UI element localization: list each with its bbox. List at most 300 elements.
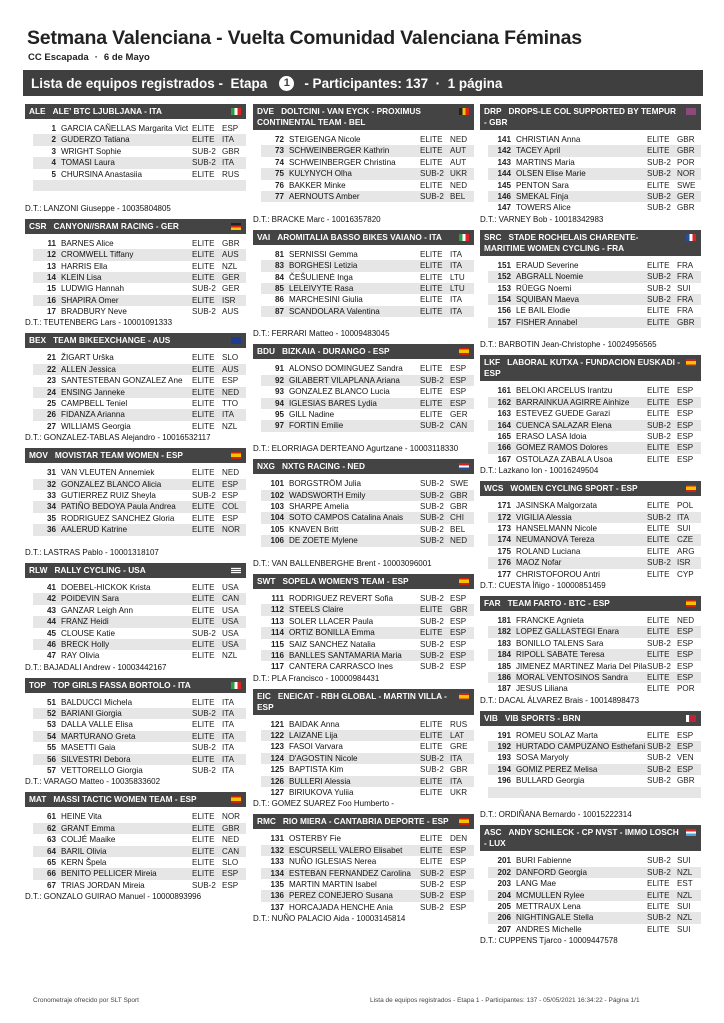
rider-name: RODRIGUEZ SANCHEZ Gloria (61, 513, 175, 523)
rider-nationality: AUS (222, 250, 239, 260)
rider-number: 44 (46, 617, 56, 627)
rider-row (488, 442, 701, 453)
rider-number: 45 (46, 628, 56, 638)
rider-category: ELITE (192, 261, 215, 271)
rider-category: ELITE (192, 857, 215, 867)
rider-category: ELITE (192, 421, 215, 431)
rider-name: SCHWEINBERGER Christina (289, 157, 396, 167)
rider-name: WADSWORTH Emily (289, 490, 366, 500)
team-code: WCS (484, 483, 504, 494)
rider-number: 156 (497, 306, 511, 316)
rider-name: NUÑO IGLESIAS Nerea (289, 857, 377, 867)
rider-row (261, 432, 474, 443)
rider-row (33, 375, 246, 386)
rider-name: ANDRES Michelle (516, 924, 582, 934)
rider-nationality: ESP (450, 364, 467, 374)
rider-nationality: USA (222, 628, 239, 638)
rider-row (33, 616, 246, 627)
rider-name: COLJÉ Maaike (61, 835, 116, 845)
rider-number: 194 (497, 764, 511, 774)
rider-name: GARCIA CAÑELLAS Margarita Vict (61, 124, 189, 133)
rider-nationality: SUI (677, 901, 691, 911)
rider-category: ELITE (192, 617, 215, 627)
rider-number: 81 (274, 249, 284, 259)
rider-nationality: ESP (677, 397, 694, 407)
rider-row (261, 535, 474, 546)
rider-category: ELITE (420, 845, 443, 855)
rider-nationality: GER (450, 410, 468, 420)
rider-name: BIRIUKOVA Yuliia (289, 788, 354, 798)
rider-row (261, 627, 474, 638)
rider-category: SUB-2 (420, 501, 444, 511)
rider-row (261, 753, 474, 764)
rider-nationality: ESP (677, 420, 694, 430)
rider-nationality: GER (222, 272, 240, 282)
rider-category: ELITE (192, 513, 215, 523)
rider-name: ALLEN Jessica (61, 364, 116, 374)
rider-name: ORTIZ BONILLA Emma (289, 628, 375, 638)
rider-category: ELITE (420, 283, 443, 293)
rider-number: 151 (497, 260, 511, 270)
rider-nationality: NED (450, 180, 468, 190)
rider-list (480, 134, 701, 214)
rider-number: 115 (270, 639, 284, 649)
rider-name: BAPTISTA Kim (289, 765, 344, 775)
rider-row (261, 260, 474, 271)
rider-number: 184 (497, 650, 511, 660)
rider-nationality: ESP (222, 490, 239, 500)
rider-category: ELITE (647, 443, 670, 453)
team-header (25, 678, 246, 693)
team-block (25, 219, 246, 330)
rider-name: STEELS Claire (289, 605, 344, 615)
rider-name: LE BAIL Elodie (516, 306, 571, 316)
rider-category: SUB-2 (420, 593, 444, 603)
rider-name: DE ZOETE Mylene (289, 536, 358, 546)
rider-name: SANTESTEBAN GONZALEZ Ane (61, 376, 183, 386)
rider-list (253, 249, 474, 329)
rider-list (480, 615, 701, 695)
rider-number: 186 (497, 672, 511, 682)
rider-number: 144 (497, 169, 511, 179)
team-name: DOLTCINI - VAN EYCK - PROXIMUS CONTINENTAL TEAM - BEL (257, 106, 421, 127)
rider-category: ELITE (647, 650, 670, 660)
rider-row (261, 157, 474, 168)
team-header (253, 574, 474, 589)
rider-category: ELITE (420, 295, 443, 305)
team-block (253, 104, 474, 226)
rider-name: HEINE Vita (61, 812, 102, 822)
rider-number: 42 (46, 594, 56, 604)
rider-category: SUB-2 (192, 307, 216, 317)
rider-row (33, 409, 246, 420)
rider-category: SUB-2 (420, 879, 444, 889)
rider-number: 61 (46, 812, 56, 822)
rider-category: ELITE (647, 535, 670, 545)
rider-nationality: NED (222, 387, 240, 397)
team-header (25, 333, 246, 348)
rider-nationality: ESP (677, 627, 694, 637)
rider-nationality: DEN (450, 834, 468, 844)
rider-nationality: POR (677, 157, 695, 167)
rider-category: ELITE (192, 353, 215, 363)
rider-category: ELITE (647, 146, 670, 156)
flag-esp-icon (459, 348, 469, 355)
rider-name: FASOI Varvara (289, 742, 343, 752)
flag-esp-icon (686, 600, 696, 607)
rider-name: JESUS Liliana (516, 684, 568, 694)
rider-nationality: TTO (222, 399, 239, 409)
team-name: DROPS-LE COL SUPPORTED BY TEMPUR - GBR (484, 106, 677, 127)
rider-name: FRANZ Heidi (61, 617, 109, 627)
rider-number: 163 (497, 409, 511, 419)
rider-nationality: CAN (222, 846, 240, 856)
rider-name: AERNOUTS Amber (289, 191, 360, 201)
rider-number: 152 (497, 272, 511, 282)
rider-name: PEREZ CONEJERO Susana (289, 891, 393, 901)
team-name: LABORAL KUTXA - FUNDACION EUSKADI - ESP (484, 357, 680, 379)
rider-number: 64 (46, 846, 56, 856)
rider-row (33, 157, 246, 168)
team-block (480, 825, 701, 947)
rider-nationality: GBR (222, 238, 240, 248)
rider-row (488, 317, 701, 328)
rider-name: MARTIN MARTIN Isabel (289, 879, 377, 889)
rider-nationality: GBR (450, 605, 468, 615)
rider-name: BARRAINKUA AGIRRE Ainhize (516, 397, 630, 407)
rider-nationality: USA (222, 639, 239, 649)
team-director: D.T.: PLA Francisco - 10000984431 (253, 673, 380, 683)
rider-category: SUB-2 (192, 709, 216, 719)
team-director: D.T.: DACAL ÁLVAREZ Brais - 10014898473 (480, 695, 640, 705)
rider-nationality: ESP (450, 857, 467, 867)
rider-nationality: NZL (222, 421, 238, 431)
rider-name: BURI Fabienne (516, 856, 572, 866)
rider-name: ENSING Janneke (61, 387, 125, 397)
rider-category: ELITE (420, 398, 443, 408)
rider-nationality: CYP (677, 569, 694, 579)
rider-category: SUB-2 (647, 753, 671, 763)
rider-number: 87 (274, 306, 284, 316)
rider-category: SUB-2 (192, 628, 216, 638)
rider-nationality: NZL (222, 261, 238, 271)
rider-list (25, 811, 246, 891)
rider-row (488, 454, 701, 465)
flag-brn-icon (686, 715, 696, 722)
rider-number: 131 (270, 834, 284, 844)
rider-row (488, 890, 701, 901)
team-code: LKF (484, 357, 501, 368)
rider-nationality: SUI (677, 523, 691, 533)
rider-row (261, 845, 474, 856)
rider-row (33, 754, 246, 765)
rider-category: ELITE (192, 605, 215, 615)
rider-number: 62 (46, 823, 56, 833)
rider-name: BARIL Olivia (61, 846, 107, 856)
rider-number: 132 (270, 845, 284, 855)
rider-row (488, 569, 701, 580)
rider-name: SILVESTRI Debora (61, 754, 131, 764)
rider-nationality: SUI (677, 924, 691, 934)
rider-nationality: RUS (222, 169, 240, 179)
rider-row (33, 765, 246, 776)
rider-row (488, 798, 701, 809)
rider-row (33, 524, 246, 535)
rider-nationality: LTU (450, 283, 465, 293)
rider-category: ELITE (192, 169, 215, 179)
rider-category: ELITE (192, 823, 215, 833)
rider-name: MAOZ Nofar (516, 558, 562, 568)
flag-esp-icon (459, 818, 469, 825)
rider-row (488, 191, 701, 202)
team-code: BEX (29, 335, 47, 346)
rider-nationality: GBR (450, 765, 468, 775)
rider-nationality: FRA (677, 260, 694, 270)
rider-row (488, 512, 701, 523)
rider-number: 77 (274, 191, 284, 201)
rider-nationality: COL (222, 502, 239, 512)
rider-nationality: ESP (222, 124, 239, 133)
rider-nationality: FRA (677, 306, 694, 316)
rider-row (261, 363, 474, 374)
rider-category: ELITE (192, 376, 215, 386)
rider-row (488, 924, 701, 935)
rider-category: ELITE (192, 651, 215, 661)
rider-name: FORTIN Emilie (289, 421, 344, 431)
rider-name: SOTO CAMPOS Catalina Anais (289, 513, 404, 523)
rider-name: FISHER Annabel (516, 317, 578, 327)
rider-number: 106 (270, 536, 284, 546)
rider-row (33, 123, 246, 134)
rider-number: 25 (46, 399, 56, 409)
rider-category: ELITE (192, 835, 215, 845)
rider-name: ERASO LASA Idoia (516, 432, 587, 442)
rider-row (261, 639, 474, 650)
rider-row (488, 328, 701, 339)
flag-aus-icon (231, 337, 241, 344)
rider-row (261, 501, 474, 512)
rider-number: 193 (497, 753, 511, 763)
rider-category: ELITE (647, 260, 670, 270)
rider-nationality: FRA (677, 272, 694, 282)
rider-name: ESCURSELL VALERO Elisabet (289, 845, 403, 855)
rider-nationality: ESP (450, 387, 467, 397)
rider-number: 133 (270, 857, 284, 867)
rider-list (480, 385, 701, 465)
rider-nationality: ESP (677, 742, 694, 752)
rider-row (33, 146, 246, 157)
rider-row (261, 512, 474, 523)
rider-category: ELITE (647, 627, 670, 637)
page-title: Setmana Valenciana - Vuelta Comunidad Valenciana Féminas (27, 27, 582, 49)
team-header (480, 481, 701, 496)
rider-number: 112 (270, 605, 284, 615)
rider-nationality: SLO (222, 353, 239, 363)
rider-number: 182 (497, 627, 511, 637)
rider-number: 181 (497, 615, 511, 625)
rider-row (261, 741, 474, 752)
rider-category: SUB-2 (420, 868, 444, 878)
rider-nationality: ITA (222, 697, 234, 707)
rider-row (33, 249, 246, 260)
rider-nationality: NOR (222, 525, 240, 535)
team-name: STADE ROCHELAIS CHARENTE- MARITIME WOMEN CYCLING - FRA (484, 231, 639, 253)
rider-row (33, 238, 246, 249)
rider-number: 206 (497, 913, 511, 923)
rider-nationality: ESP (677, 432, 694, 442)
rider-nationality: CHI (450, 513, 464, 523)
rider-row (488, 534, 701, 545)
rider-row (261, 180, 474, 191)
rider-category: ELITE (647, 901, 670, 911)
rider-name: BARIANI Giorgia (61, 709, 122, 719)
rider-name: CROMWELL Tiffany (61, 250, 134, 260)
rider-name: ŽIGART Urška (61, 353, 114, 363)
section-label: Lista de equipos registrados - Etapa (31, 75, 268, 91)
rider-row (261, 386, 474, 397)
rider-category: SUB-2 (420, 753, 444, 763)
rider-row (488, 294, 701, 305)
rider-number: 3 (51, 146, 56, 156)
team-code: NXG (257, 461, 275, 472)
rider-category: ELITE (647, 135, 670, 144)
rider-category: SUB-2 (647, 432, 671, 442)
rider-list (253, 478, 474, 558)
rider-number: 23 (46, 376, 56, 386)
rider-nationality: NED (222, 835, 240, 845)
rider-category: ELITE (420, 731, 443, 741)
rider-category: ELITE (192, 387, 215, 397)
team-code: ASC (484, 827, 502, 838)
rider-nationality: NOR (677, 169, 695, 179)
rider-nationality: ESP (677, 672, 694, 682)
rider-category: ELITE (192, 295, 215, 305)
rider-category: ELITE (647, 546, 670, 556)
rider-category: ELITE (192, 410, 215, 420)
team-code: MAT (29, 794, 47, 805)
rider-number: 97 (274, 421, 284, 431)
rider-row (33, 697, 246, 708)
team-code: ALE (29, 106, 46, 116)
rider-nationality: ITA (450, 249, 462, 259)
rider-row (261, 191, 474, 202)
team-header (253, 344, 474, 359)
rider-category: ELITE (420, 364, 443, 374)
rider-category: ELITE (647, 397, 670, 407)
flag-ita-icon (231, 108, 241, 115)
rider-number: 202 (497, 867, 511, 877)
rider-nationality: ITA (450, 306, 462, 316)
rider-number: 35 (46, 513, 56, 523)
team-block (253, 689, 474, 811)
rider-row (261, 902, 474, 913)
team-name: TEAM BIKEEXCHANGE - AUS (53, 335, 171, 346)
rider-number: 127 (270, 788, 284, 798)
rider-nationality: USA (222, 617, 239, 627)
rider-row (33, 134, 246, 145)
rider-nationality: ITA (450, 753, 462, 763)
team-header (25, 563, 246, 578)
rider-list (25, 697, 246, 777)
rider-row (261, 764, 474, 775)
team-name: ALE' BTC LJUBLJANA - ITA (52, 106, 162, 116)
rider-row (33, 387, 246, 398)
rider-nationality: AUS (222, 364, 239, 374)
rider-nationality: ESP (222, 513, 239, 523)
rider-category: SUB-2 (647, 169, 671, 179)
rider-name: KNAVEN Britt (289, 524, 339, 534)
rider-category: ELITE (192, 399, 215, 409)
team-name: TEAM FARTO - BTC - ESP (507, 597, 610, 608)
rider-number: 175 (497, 546, 511, 556)
rider-row (488, 202, 701, 213)
rider-nationality: ESP (222, 376, 239, 386)
rider-row (488, 420, 701, 431)
rider-number: 34 (46, 502, 56, 512)
organizer: CC Escapada (28, 52, 89, 63)
rider-name: FIDANZA Arianna (61, 410, 125, 420)
rider-name: SOLER LLACER Paula (289, 616, 374, 626)
rider-list (253, 833, 474, 913)
rider-row (488, 683, 701, 694)
rider-number: 65 (46, 857, 56, 867)
rider-name: GUDERZO Tatiana (61, 135, 130, 145)
rider-number: 191 (497, 730, 511, 740)
rider-number: 173 (497, 523, 511, 533)
team-director: D.T.: CUPPENS Tjarco - 10009447578 (480, 936, 618, 946)
rider-row (488, 878, 701, 889)
rider-nationality: NED (450, 536, 468, 546)
rider-number: 103 (270, 501, 284, 511)
rider-number: 121 (270, 719, 284, 729)
rider-name: LUDWIG Hannah (61, 284, 124, 294)
rider-number: 171 (497, 501, 511, 511)
rider-row (33, 191, 246, 202)
rider-number: 74 (274, 157, 284, 167)
rider-list (480, 260, 701, 340)
rider-row (33, 364, 246, 375)
rider-nationality: SWE (677, 180, 696, 190)
rider-name: BRADBURY Neve (61, 307, 127, 317)
team-code: VIB (484, 712, 498, 723)
rider-row (261, 202, 474, 213)
rider-category: ELITE (192, 479, 215, 489)
rider-category: ELITE (647, 730, 670, 740)
section-bar (23, 70, 703, 96)
flag-esp-icon (231, 452, 241, 459)
rider-nationality: ESP (222, 880, 239, 890)
team-column-2 (253, 104, 474, 929)
team-name: ENEICAT - RBH GLOBAL - MARTIN VILLA - ESP (257, 690, 447, 712)
rider-name: METTRAUX Lena (516, 901, 581, 911)
rider-list (480, 500, 701, 580)
rider-number: 55 (46, 743, 56, 753)
rider-name: BANLLES SANTAMARIA Maria (289, 650, 402, 660)
rider-name: MARTINS Maria (516, 157, 575, 167)
rider-row (261, 787, 474, 798)
rider-name: HORCAJADA HENCHE Ania (289, 902, 393, 912)
rider-nationality: FRA (677, 294, 694, 304)
team-director: D.T.: BARBOTIN Jean-Christophe - 10024956565 (480, 340, 657, 350)
rider-nationality: ITA (222, 743, 234, 753)
rider-name: LAIZANE Lija (289, 731, 338, 741)
team-block (480, 711, 701, 822)
rider-name: BULLARD Georgia (516, 776, 585, 786)
flag-gbr-icon (686, 108, 696, 115)
rider-number: 201 (497, 856, 511, 866)
rider-nationality: ESP (450, 879, 467, 889)
team-code: DRP (484, 106, 502, 116)
